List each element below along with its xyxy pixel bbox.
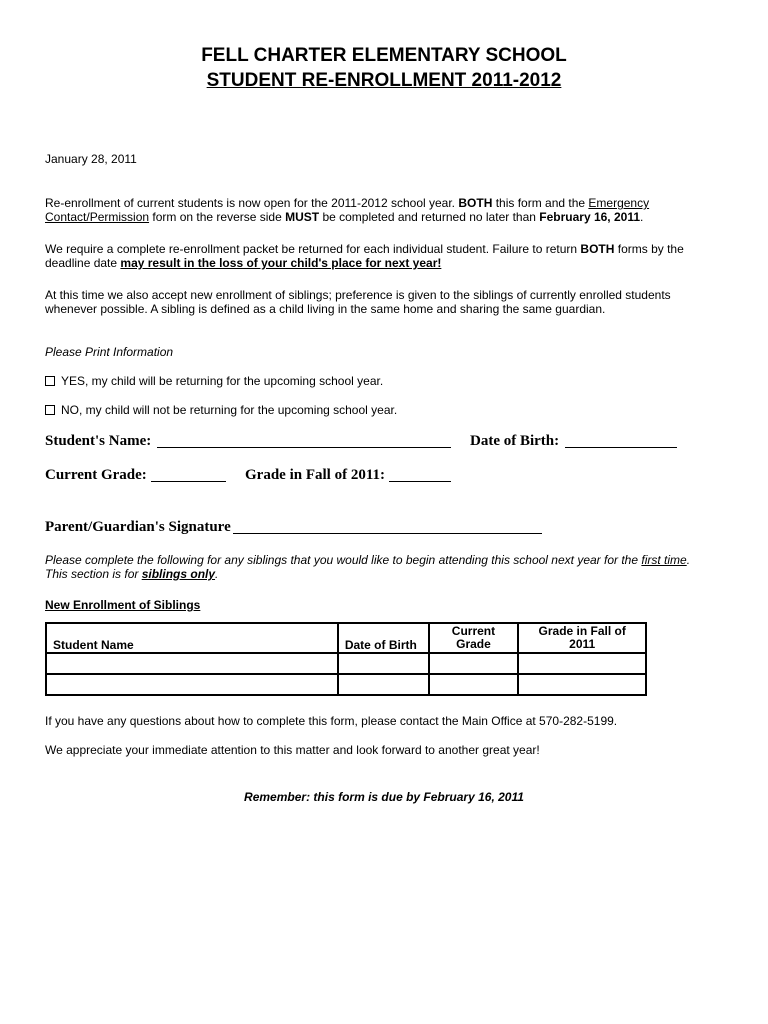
table-row: [46, 674, 646, 695]
table-cell[interactable]: [518, 653, 646, 674]
signature-label: Parent/Guardian's Signature: [45, 519, 231, 535]
siblings-table: [45, 622, 647, 696]
student-name-field[interactable]: [157, 434, 451, 448]
intro-paragraph: Re-enrollment of current students is now open for the 2011-2012 school year. BOTH this form and the Emergency Contact/Permission form on the reverse side MUST be completed and returned no later than February 16, 2011.: [45, 196, 650, 224]
column-header: Current Grade: [429, 623, 519, 653]
date-of-birth-field[interactable]: [565, 434, 677, 448]
current-grade-field[interactable]: [151, 468, 226, 482]
warning-text: may result in the loss of your child's place for next year!: [120, 256, 442, 270]
table-cell[interactable]: [429, 653, 519, 674]
option-yes-label: YES, my child will be returning for the upcoming school year.: [61, 374, 384, 388]
school-name: FELL CHARTER ELEMENTARY SCHOOL: [201, 45, 567, 66]
current-grade-label: Current Grade:: [45, 467, 147, 483]
option-no[interactable]: [45, 403, 725, 417]
siblings-instructions: Please complete the following for any siblings that you would like to begin attending this school next year for the first time. This section is for siblings only.: [45, 553, 691, 581]
column-header: Student Name: [46, 623, 338, 653]
table-cell[interactable]: [338, 653, 429, 674]
table-cell[interactable]: [429, 674, 519, 695]
siblings-heading: New Enrollment of Siblings: [45, 598, 201, 612]
grade-fall-field[interactable]: [389, 468, 451, 482]
date-of-birth-label: Date of Birth:: [470, 433, 560, 449]
column-header: Date of Birth: [338, 623, 429, 653]
table-cell[interactable]: [338, 674, 429, 695]
table-cell[interactable]: [46, 674, 338, 695]
table-row: [46, 653, 646, 674]
appreciation-note: We appreciate your immediate attention to this matter and look forward to another great year!: [45, 743, 540, 757]
requirement-paragraph: We require a complete re-enrollment packet be returned for each individual student. Failure to return BOTH forms by the deadline date may result in the loss of your child's place for next year!: [45, 242, 684, 270]
print-info-note: Please Print Information: [45, 345, 174, 359]
no-checkbox[interactable]: [45, 405, 55, 415]
table-cell[interactable]: [518, 674, 646, 695]
grade-fall-label: Grade in Fall of 2011:: [245, 467, 385, 483]
signature-field[interactable]: [233, 520, 542, 534]
letter-date: January 28, 2011: [45, 152, 137, 166]
emergency-form-reference: Emergency Contact/Permission: [45, 196, 650, 224]
table-cell[interactable]: [46, 653, 338, 674]
student-name-label: Student's Name:: [45, 433, 152, 449]
contact-info: If you have any questions about how to complete this form, please contact the Main Office at 570-282-5199.: [45, 714, 618, 728]
option-no-label: NO, my child will not be returning for the upcoming school year.: [61, 403, 398, 417]
due-reminder: Remember: this form is due by February 16, 2011: [244, 790, 524, 804]
yes-checkbox[interactable]: [45, 376, 55, 386]
column-header: Grade in Fall of 2011: [518, 623, 646, 653]
table-header-row: [46, 623, 646, 653]
form-title: STUDENT RE-ENROLLMENT 2011-2012: [206, 70, 562, 91]
option-yes[interactable]: [45, 374, 725, 388]
siblings-paragraph: At this time we also accept new enrollment of siblings; preference is given to the siblings of currently enrolled students whenever possible. A sibling is defined as a child living in the same home and sharing the same guardian.: [45, 288, 671, 316]
